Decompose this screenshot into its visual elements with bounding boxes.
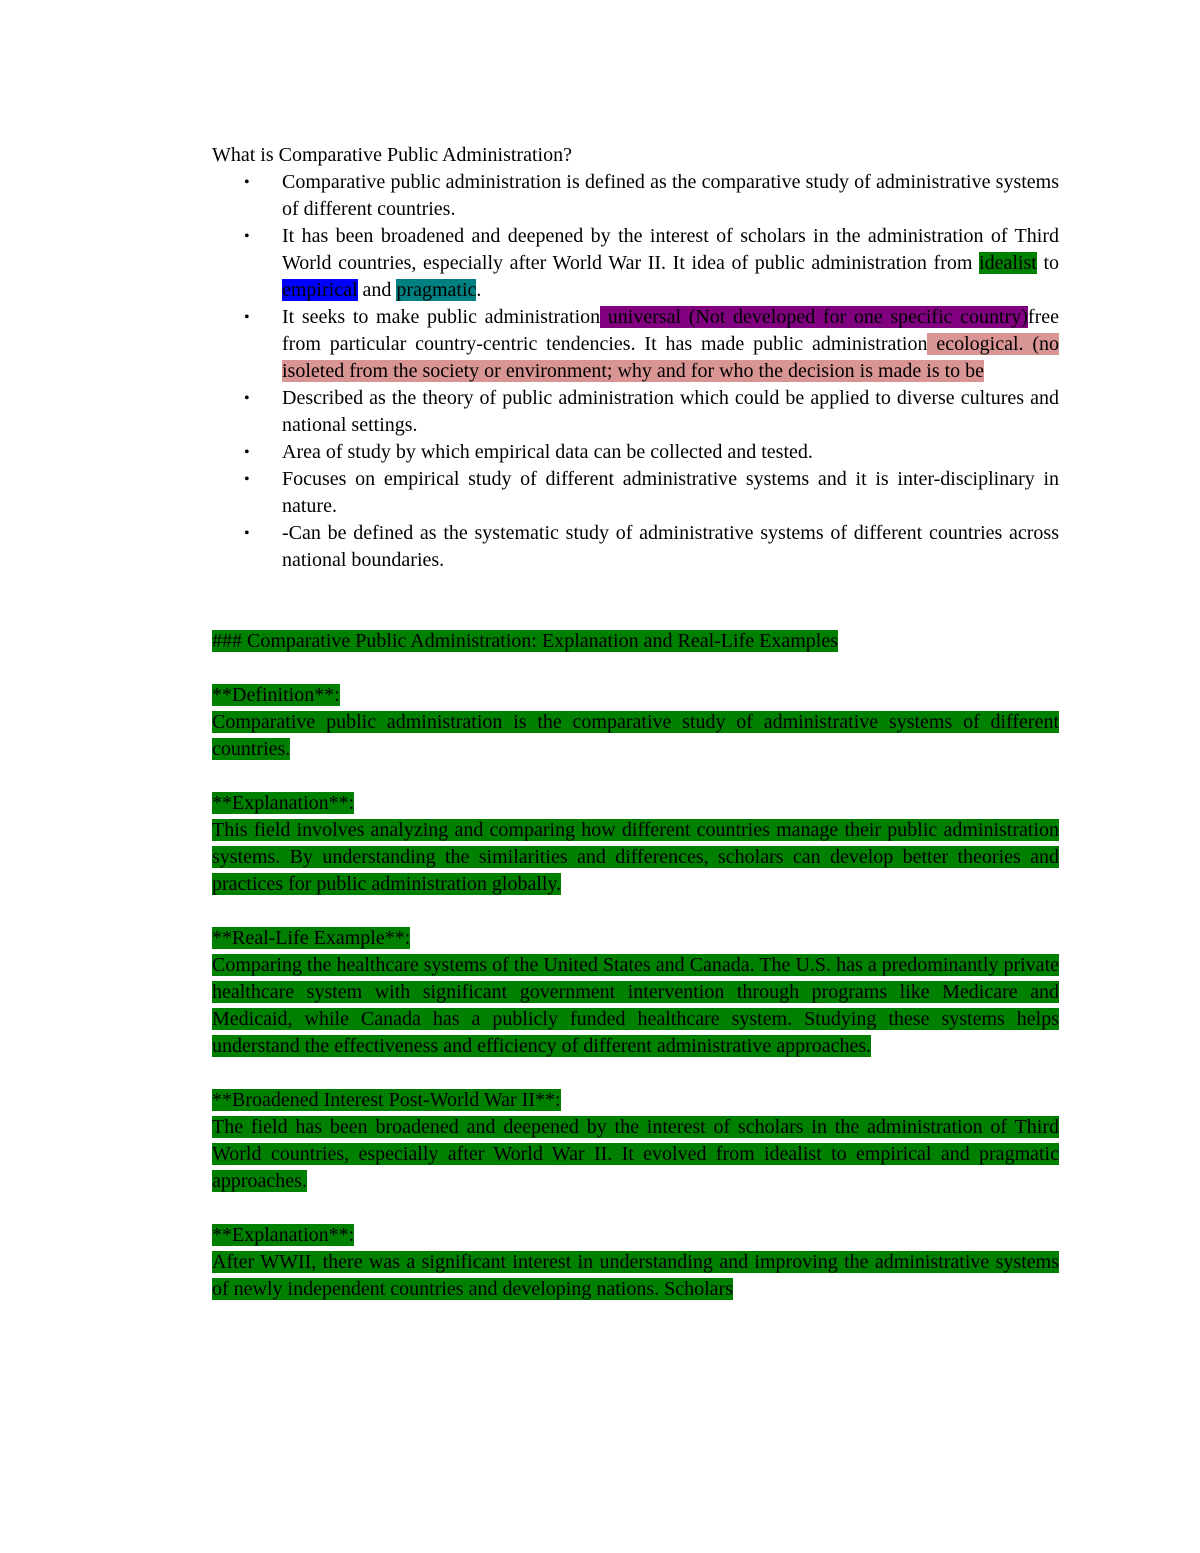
highlight-empirical: empirical xyxy=(282,279,358,301)
bullet-text: to xyxy=(1036,252,1059,274)
bullet-item-1 xyxy=(212,169,1059,223)
highlight-universal: universal (Not developed for one specific country) xyxy=(600,306,1028,328)
bullet-icon: • xyxy=(244,444,250,461)
explanation-text: This field involves analyzing and comparing how different countries manage their public administration systems. By understanding the similarities and differences, scholars can develop better theories and practices for public administration globally. xyxy=(212,819,1059,895)
bullet-item-5 xyxy=(212,439,1059,466)
explanation2-text: After WWII, there was a significant interest in understanding and improving the administrative systems of newly independent countries and developing nations. Scholars xyxy=(212,1251,1059,1300)
bullet-item-7 xyxy=(212,520,1059,574)
explanation-label: **Explanation**: xyxy=(212,792,355,814)
bullet-text: and xyxy=(357,279,397,301)
bullet-item-2 xyxy=(212,223,1059,304)
definition-label: **Definition**: xyxy=(212,684,340,706)
highlight-ecological: ecological. (no isoleted from the society or environment; why and for who the decision is made is to be xyxy=(282,333,1059,382)
bullet-icon: • xyxy=(244,309,250,326)
bullet-list xyxy=(212,169,1059,574)
spacer xyxy=(212,1060,1059,1087)
bullet-text: Area of study by which empirical data can be collected and tested. xyxy=(282,441,813,463)
broadened-label: **Broadened Interest Post-World War II**: xyxy=(212,1089,561,1111)
spacer xyxy=(212,763,1059,790)
explanation2-label: **Explanation**: xyxy=(212,1224,355,1246)
spacer xyxy=(212,574,1059,628)
bullet-text: It has been broadened and deepened by the interest of scholars in the administration of Third World countries, especially after World War II. It idea of public administration from xyxy=(282,225,1059,274)
bullet-text: -Can be defined as the systematic study of administrative systems of different countries across national boundaries. xyxy=(282,522,1059,571)
bullet-icon: • xyxy=(244,525,250,542)
spacer xyxy=(212,1195,1059,1222)
bullet-icon: • xyxy=(244,174,250,191)
bullet-item-6 xyxy=(212,466,1059,520)
bullet-text: Focuses on empirical study of different administrative systems and it is inter-disciplinary in nature. xyxy=(282,468,1059,517)
bullet-text: free from particular country-centric tendencies. It has made public administration xyxy=(282,306,1059,355)
section-heading: ### Comparative Public Administration: Explanation and Real-Life Examples xyxy=(212,630,838,652)
bullet-text: It seeks to make public administration xyxy=(282,306,601,328)
bullet-icon: • xyxy=(244,471,250,488)
document-page xyxy=(212,142,1059,1303)
example-text: Comparing the healthcare systems of the United States and Canada. The U.S. has a predominantly private healthcare system with significant government intervention through programs like Medicare and Medicaid, while Canada has a publicly funded healthcare system. Studying these systems helps understand the effectiveness and efficiency of different administrative approaches. xyxy=(212,954,1059,1057)
bullet-text: . xyxy=(476,279,482,301)
bullet-text: Comparative public administration is defined as the comparative study of administrative systems of different countries. xyxy=(282,171,1059,220)
bullet-item-4 xyxy=(212,385,1059,439)
broadened-text: The field has been broadened and deepened by the interest of scholars in the administration of Third World countries, especially after World War II. It evolved from idealist to empirical and pragmatic approaches. xyxy=(212,1116,1059,1192)
document-title: What is Comparative Public Administration? xyxy=(212,144,572,166)
bullet-icon: • xyxy=(244,390,250,407)
example-label: **Real-Life Example**: xyxy=(212,927,411,949)
spacer xyxy=(212,655,1059,682)
bullet-item-3 xyxy=(212,304,1059,385)
bullet-text: Described as the theory of public administration which could be applied to diverse cultures and national settings. xyxy=(282,387,1059,436)
bullet-icon: • xyxy=(244,228,250,245)
spacer xyxy=(212,898,1059,925)
highlight-idealist: idealist xyxy=(979,252,1037,274)
definition-text: Comparative public administration is the comparative study of administrative systems of different countries. xyxy=(212,711,1059,760)
highlight-pragmatic: pragmatic xyxy=(396,279,477,301)
